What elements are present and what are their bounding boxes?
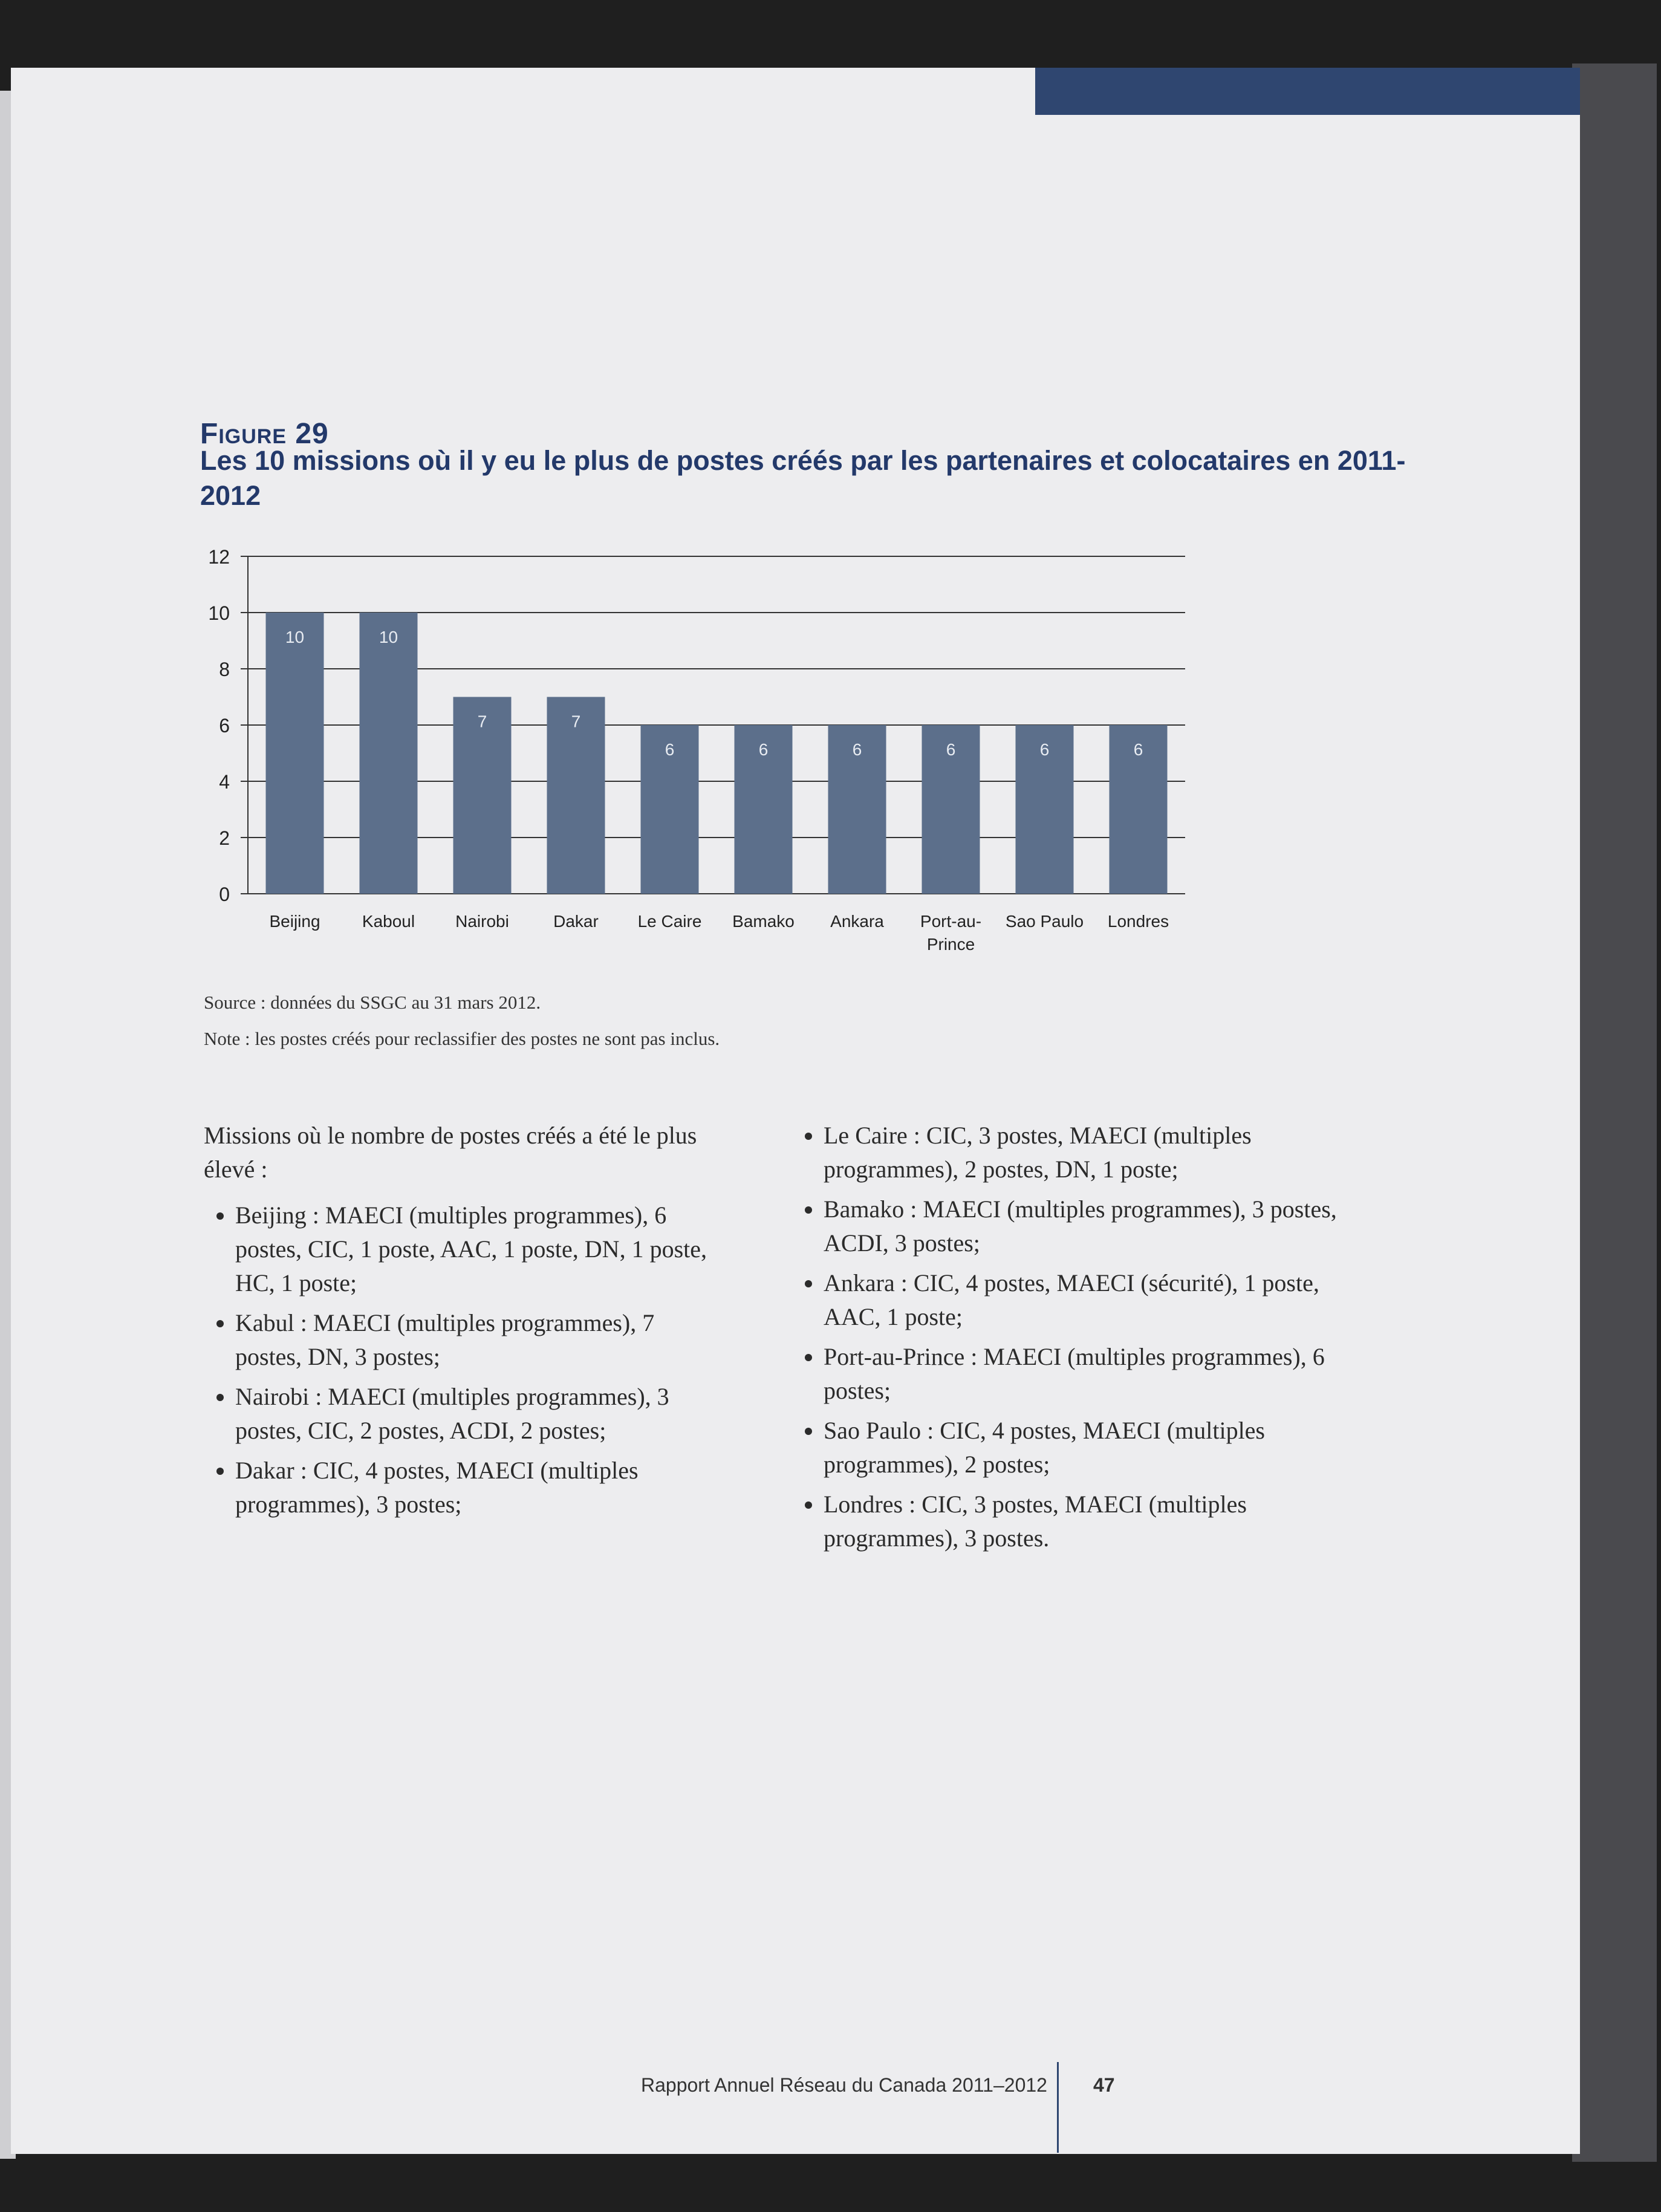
mission-list-item: • Sao Paulo : CIC, 4 postes, MAECI (multiples programmes), 2 postes; [824, 1414, 1354, 1482]
bar-value-label: 6 [1039, 740, 1050, 759]
chart-bars [266, 613, 1168, 894]
document-page [11, 68, 1580, 2154]
section-tab [1035, 68, 1580, 115]
bar-value-label: 10 [285, 628, 305, 646]
x-tick-label: Dakar [553, 912, 599, 931]
bar-value-label: 6 [1133, 740, 1143, 759]
mission-list-item: • Le Caire : CIC, 3 postes, MAECI (multiples programmes), 2 postes, DN, 1 poste; [824, 1119, 1354, 1186]
exclusion-note: Note : les postes créés pour reclassifier des postes ne sont pas inclus. [204, 1028, 720, 1049]
source-note: Source : données du SSGC au 31 mars 2012. [204, 992, 541, 1013]
mission-list-item: • Bamako : MAECI (multiples programmes), 3 postes, ACDI, 3 postes; [824, 1192, 1354, 1260]
mission-list-item: • Ankara : CIC, 4 postes, MAECI (sécurité), 1 poste, AAC, 1 poste; [824, 1266, 1354, 1334]
bar-value-label: 6 [665, 740, 675, 759]
figure-title: Les 10 missions où il y eu le plus de postes créés par les partenaires et colocataires en 2011-2012 [200, 445, 1406, 511]
bar-value-label: 7 [571, 712, 581, 731]
mission-list-left [204, 1199, 718, 1521]
mission-list-item: • Beijing : MAECI (multiples programmes), 6 postes, CIC, 1 poste, AAC, 1 poste, DN, 1 poste, HC, 1 poste; [235, 1199, 718, 1300]
x-tick-label: Beijing [269, 912, 320, 931]
footer-report-title: Rapport Annuel Réseau du Canada 2011–2012 [641, 2074, 1047, 2096]
mission-list-item: • Nairobi : MAECI (multiples programmes), 3 postes, CIC, 2 postes, ACDI, 2 postes; [235, 1380, 718, 1448]
y-tick-label: 0 [219, 883, 230, 905]
y-tick-label: 4 [219, 771, 230, 793]
page-shadow [1572, 63, 1657, 2162]
bar-chart [181, 532, 1209, 968]
x-tick-label: Kaboul [362, 912, 415, 931]
x-tick-label: Nairobi [455, 912, 509, 931]
y-tick-label: 8 [219, 659, 230, 680]
x-axis-labels [269, 912, 1169, 954]
y-tick-label: 6 [219, 715, 230, 737]
bar [360, 613, 418, 894]
y-tick-label: 10 [208, 602, 230, 624]
x-tick-label: Prince [926, 935, 975, 954]
bar [266, 613, 324, 894]
right-column [792, 1119, 1354, 1561]
footer-divider [1057, 2062, 1059, 2153]
y-axis-ticks [208, 546, 230, 905]
bar-value-label: 6 [946, 740, 956, 759]
figure-label: Figure 29 [200, 418, 329, 450]
list-intro: Missions où le nombre de postes créés a été le plus élevé : [204, 1122, 697, 1183]
bar-value-label: 6 [758, 740, 769, 759]
x-tick-label: Le Caire [637, 912, 702, 931]
mission-list-item: • Port-au-Prince : MAECI (multiples programmes), 6 postes; [824, 1340, 1354, 1408]
bar-value-label: 10 [379, 628, 398, 646]
x-tick-label: Ankara [830, 912, 884, 931]
mission-list-item: • Kabul : MAECI (multiples programmes), 7 postes, DN, 3 postes; [235, 1306, 718, 1374]
x-tick-label: Port-au- [920, 912, 982, 931]
bar-value-label: 7 [477, 712, 487, 731]
y-tick-label: 12 [208, 546, 230, 568]
x-tick-label: Londres [1107, 912, 1169, 931]
page-number: 47 [1093, 2074, 1115, 2096]
x-tick-label: Sao Paulo [1005, 912, 1084, 931]
mission-list-item: • Dakar : CIC, 4 postes, MAECI (multiples programmes), 3 postes; [235, 1454, 718, 1521]
left-column [204, 1119, 718, 1527]
y-tick-label: 2 [219, 827, 230, 849]
mission-list-item: • Londres : CIC, 3 postes, MAECI (multiples programmes), 3 postes. [824, 1488, 1354, 1555]
bar-value-label: 6 [852, 740, 862, 759]
x-tick-label: Bamako [732, 912, 795, 931]
mission-list-right [792, 1119, 1354, 1555]
